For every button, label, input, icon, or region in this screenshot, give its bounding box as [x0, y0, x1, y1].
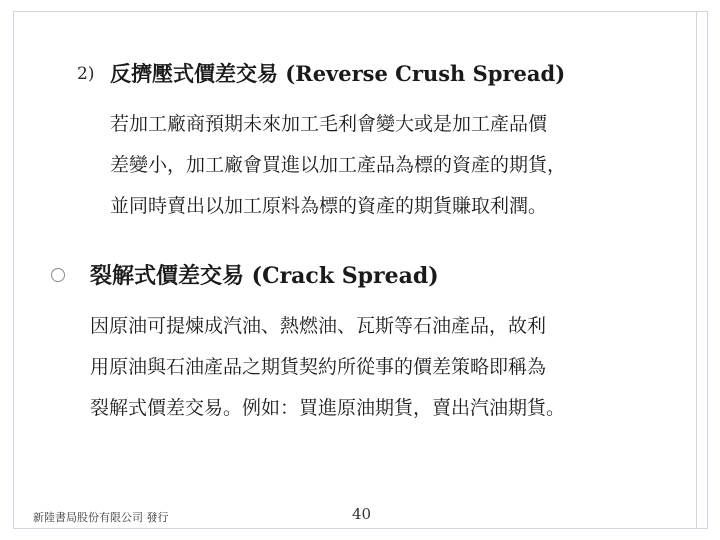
subsection-line: 並同時賣出以加工原料為標的資產的期貨賺取利潤。 [110, 195, 548, 217]
subsection-line: 若加工廠商預期未來加工毛利會變大或是加工產品價 [110, 113, 548, 135]
subsection-body [110, 104, 680, 227]
subsection-title: 反擠壓式價差交易 (Reverse Crush Spread) [110, 61, 566, 86]
slide-frame-edge [696, 11, 708, 529]
subsection-line: 差變小，加工廠會買進以加工產品為標的資產的期貨， [110, 154, 567, 176]
subsection-number: 2) [77, 64, 95, 84]
section-title: 裂解式價差交易 (Crack Spread) [90, 263, 439, 289]
hollow-circle-bullet-icon [51, 268, 65, 282]
section-line: 裂解式價差交易。例如：買進原油期貨，賣出汽油期貨。 [90, 397, 566, 419]
section-body [90, 306, 700, 429]
footer-publisher: 新陸書局股份有限公司 發行 [33, 511, 169, 524]
page-number: 40 [352, 505, 372, 523]
section-line: 因原油可提煉成汽油、熱燃油、瓦斯等石油產品，故利 [90, 315, 547, 337]
section-line: 用原油與石油產品之期貨契約所從事的價差策略即稱為 [90, 356, 547, 378]
